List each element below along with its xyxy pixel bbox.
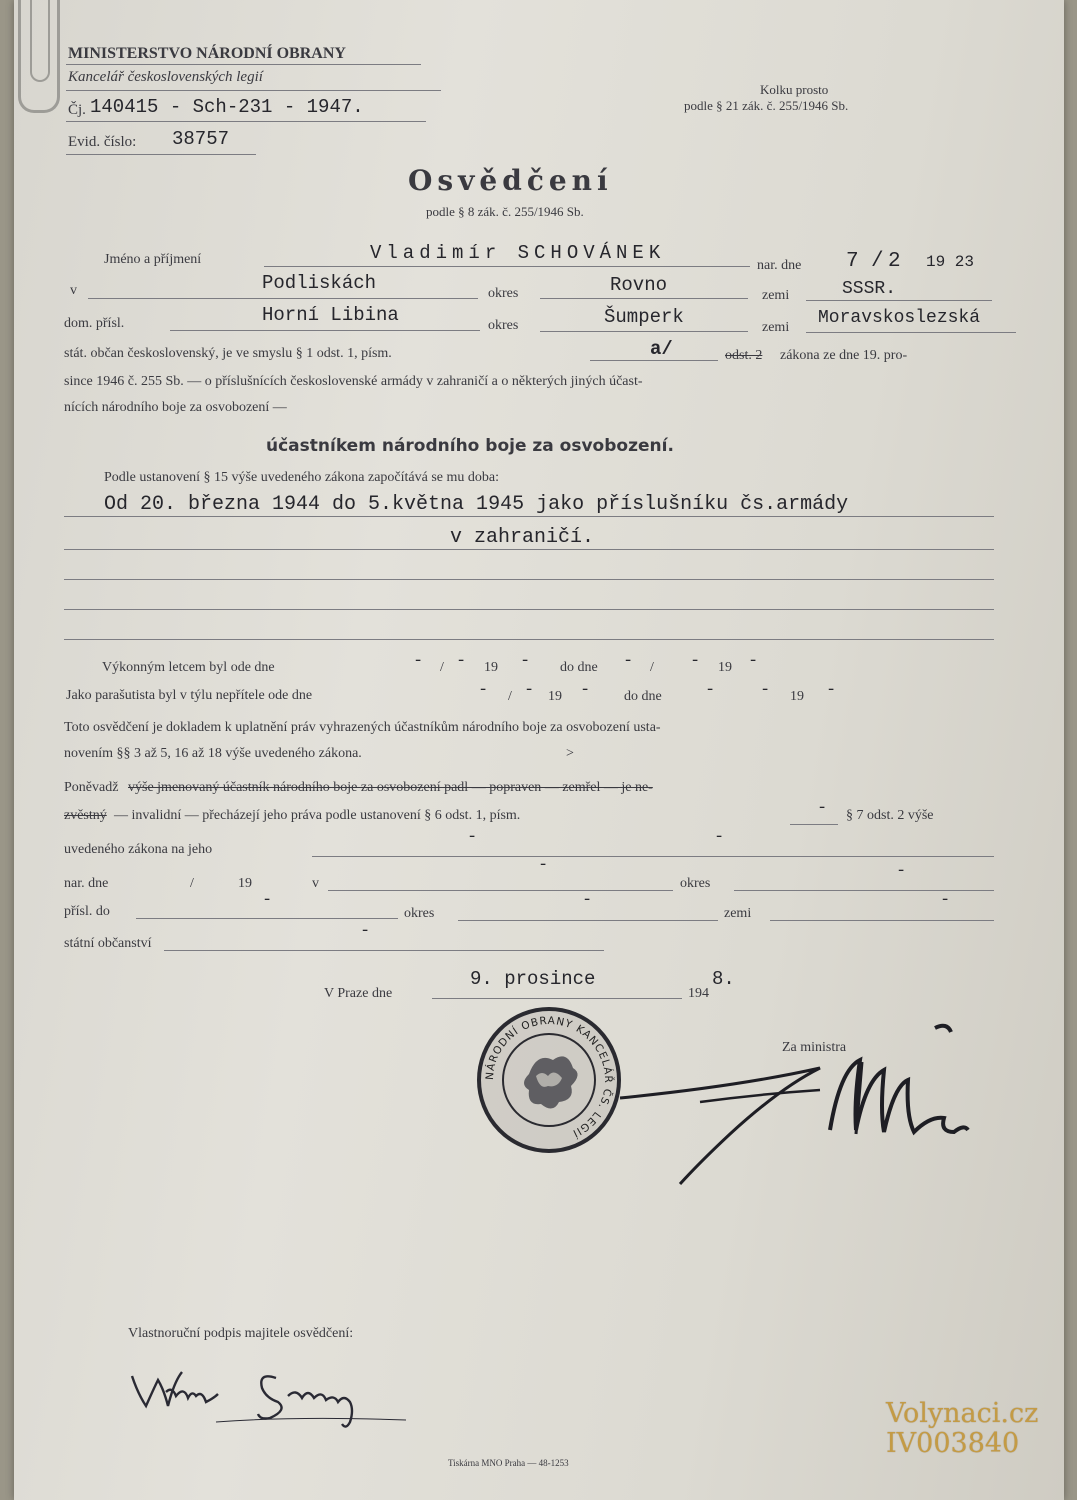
validity-mark: > xyxy=(566,746,574,761)
field-line xyxy=(458,920,718,921)
period-line2: v zahraničí. xyxy=(450,526,595,549)
dash-mark: - xyxy=(748,652,759,671)
transfer-in-label: v xyxy=(312,876,319,891)
field-line xyxy=(540,298,748,299)
dash-mark: - xyxy=(456,652,467,671)
transfer-line1-struck: výše jmenovaný účastník národního boje za osvobození padl — popraven — zemřel — je ne- xyxy=(128,780,653,795)
field-line xyxy=(590,360,718,361)
law-text-line1-end: zákona ze dne 19. pro- xyxy=(780,348,908,363)
born-slash: / xyxy=(871,250,884,273)
rule xyxy=(66,90,441,91)
field-line xyxy=(806,332,1016,333)
transfer-born-label: nar. dne xyxy=(64,876,109,891)
year-prefix: 19 xyxy=(718,660,732,675)
year-prefix: 19 xyxy=(484,660,498,675)
dash-mark: - xyxy=(896,862,907,881)
paper-clip-inner xyxy=(30,0,50,82)
dash-mark: - xyxy=(690,652,701,671)
domicile-label: dom. přísl. xyxy=(64,316,125,331)
field-line xyxy=(64,516,994,517)
dash-mark: - xyxy=(705,681,716,700)
name-label: Jméno a příjmení xyxy=(104,252,202,267)
rule xyxy=(66,121,426,122)
dash-mark: - xyxy=(262,891,273,910)
domicile-district-value: Šumperk xyxy=(604,306,684,328)
dash-mark: - xyxy=(817,799,828,818)
document-subtitle: podle § 8 zák. č. 255/1946 Sb. xyxy=(426,204,584,219)
land-label: zemi xyxy=(762,288,790,303)
field-line xyxy=(790,824,838,825)
field-line xyxy=(64,609,994,610)
dash-mark: - xyxy=(826,681,837,700)
transfer-line2-end: § 7 odst. 2 výše xyxy=(846,808,934,823)
until-label: do dne xyxy=(624,689,662,704)
field-line xyxy=(312,856,994,857)
year-prefix: 19 xyxy=(238,876,252,891)
district-label: okres xyxy=(488,318,519,333)
year-digit: 8. xyxy=(712,968,735,990)
field-line xyxy=(540,331,748,332)
stamp-exempt-line1: Kolku prosto xyxy=(760,82,829,97)
stamp-exempt-line2: podle § 21 zák. č. 255/1946 Sb. xyxy=(684,98,849,113)
dash-mark: - xyxy=(478,681,489,700)
slash-mark: / xyxy=(440,660,444,675)
birthplace-label: v xyxy=(70,283,77,298)
birth-district-value: Rovno xyxy=(610,274,668,296)
transfer-line2: — invalidní — přecházejí jeho práva podle ustanovení § 6 odst. 1, písm. xyxy=(114,808,521,823)
field-line xyxy=(64,639,994,640)
transfer-line1-start: Poněvadž xyxy=(64,780,119,795)
until-label: do dne xyxy=(560,660,598,675)
born-label: nar. dne xyxy=(757,258,802,273)
evid-number: 38757 xyxy=(172,128,230,150)
born-month: 2 xyxy=(888,250,901,273)
ref-label: Čj. xyxy=(68,102,86,118)
slash-mark: / xyxy=(190,876,194,891)
dash-mark: - xyxy=(940,891,951,910)
validity-line1: Toto osvědčení je dokladem k uplatnění práv vyhrazených účastníkům národního boje za osvobození usta- xyxy=(64,720,661,735)
field-line xyxy=(770,920,994,921)
slash-mark: / xyxy=(508,689,512,704)
dash-mark: - xyxy=(582,891,593,910)
for-minister-label: Za ministra xyxy=(782,1040,847,1055)
status-statement: účastníkem národního boje za osvobození. xyxy=(266,436,674,456)
rule xyxy=(66,154,256,155)
place-date-label: V Praze dne xyxy=(324,986,393,1001)
office-name: Kancelář československých legií xyxy=(68,69,263,85)
transfer-dom-label: přísl. do xyxy=(64,904,110,919)
transfer-land-label: zemi xyxy=(724,906,752,921)
field-line xyxy=(164,950,604,951)
field-line xyxy=(64,549,994,550)
field-line xyxy=(328,890,673,891)
year-prefix: 19 xyxy=(548,689,562,704)
field-line xyxy=(734,890,994,891)
dash-mark: - xyxy=(360,922,371,941)
transfer-line2-struck: zvěstný xyxy=(64,808,107,823)
holder-signature-label: Vlastnoruční podpis majitele osvědčení: xyxy=(128,1326,354,1341)
document-title: Osvědčení xyxy=(408,164,613,197)
district-label: okres xyxy=(488,286,519,301)
law-struck-paragraph: odst. 2 xyxy=(725,348,763,363)
dash-mark: - xyxy=(714,828,725,847)
field-line xyxy=(264,266,750,267)
slash-mark: / xyxy=(650,660,654,675)
law-letter: a/ xyxy=(650,338,673,360)
field-line xyxy=(88,298,478,299)
birth-land-value: SSSR. xyxy=(842,279,897,299)
law-text-line1: stát. občan československý, je ve smyslu § 1 odst. 1, písm. xyxy=(64,346,392,361)
dash-mark: - xyxy=(538,856,549,875)
field-line xyxy=(806,300,992,301)
minister-signature xyxy=(600,1020,980,1190)
transfer-district-label: okres xyxy=(404,906,435,921)
dash-mark: - xyxy=(413,652,424,671)
born-day: 7 xyxy=(846,250,859,273)
field-line xyxy=(432,998,682,999)
validity-line2: novením §§ 3 až 5, 16 až 18 výše uvedeného zákona. xyxy=(64,746,362,761)
citizenship-label: státní občanství xyxy=(64,936,152,951)
law-text-line2: since 1946 č. 255 Sb. — o příslušnících československé armády v zahraničí a o některých jiných účast- xyxy=(64,374,643,389)
rule xyxy=(66,64,421,65)
dash-mark: - xyxy=(524,681,535,700)
watermark-code: IV003840 xyxy=(886,1428,1020,1459)
field-line xyxy=(64,579,994,580)
period-intro: Podle ustanovení § 15 výše uvedeného zákona započítává se mu doba: xyxy=(104,470,499,485)
field-line xyxy=(170,330,480,331)
period-line1: Od 20. března 1944 do 5.května 1945 jako příslušníku čs.armády xyxy=(104,493,849,516)
ref-number: 140415 - Sch-231 - 1947. xyxy=(90,96,364,118)
year-prefix: 194 xyxy=(688,986,709,1001)
evid-label: Evid. číslo: xyxy=(68,134,137,150)
name-value: Vladimír SCHOVÁNEK xyxy=(370,242,666,264)
dash-mark: - xyxy=(623,652,634,671)
domicile-land-value: Moravskoslezská xyxy=(818,308,981,328)
transfer-line3: uvedeného zákona na jeho xyxy=(64,842,213,857)
born-year: 19 23 xyxy=(926,253,975,271)
dash-mark: - xyxy=(467,828,478,847)
issue-date: 9. prosince xyxy=(470,968,596,990)
ministry-heading: MINISTERSTVO NÁRODNÍ OBRANY xyxy=(68,45,346,62)
law-text-line3: nících národního boje za osvobození — xyxy=(64,400,287,415)
watermark-site: Volynaci.cz xyxy=(886,1398,1039,1429)
pilot-label: Výkonným letcem byl ode dne xyxy=(102,660,275,675)
dash-mark: - xyxy=(520,652,531,671)
paratrooper-label: Jako parašutista byl v týlu nepřítele ode dne xyxy=(66,688,313,703)
birthplace-value: Podliskách xyxy=(262,272,377,294)
land-label: zemi xyxy=(762,320,790,335)
seal-text: NÁRODNÍ OBRANY KANCELÁŘ ČS. LEGIÍ xyxy=(483,1014,615,1140)
dash-mark: - xyxy=(580,681,591,700)
printer-imprint: Tiskárna MNO Praha — 48-1253 xyxy=(448,1458,569,1468)
holder-signature xyxy=(126,1356,416,1436)
field-line xyxy=(136,918,398,919)
dash-mark: - xyxy=(760,681,771,700)
year-prefix: 19 xyxy=(790,689,804,704)
transfer-district-label: okres xyxy=(680,876,711,891)
domicile-value: Horní Libina xyxy=(262,304,399,326)
